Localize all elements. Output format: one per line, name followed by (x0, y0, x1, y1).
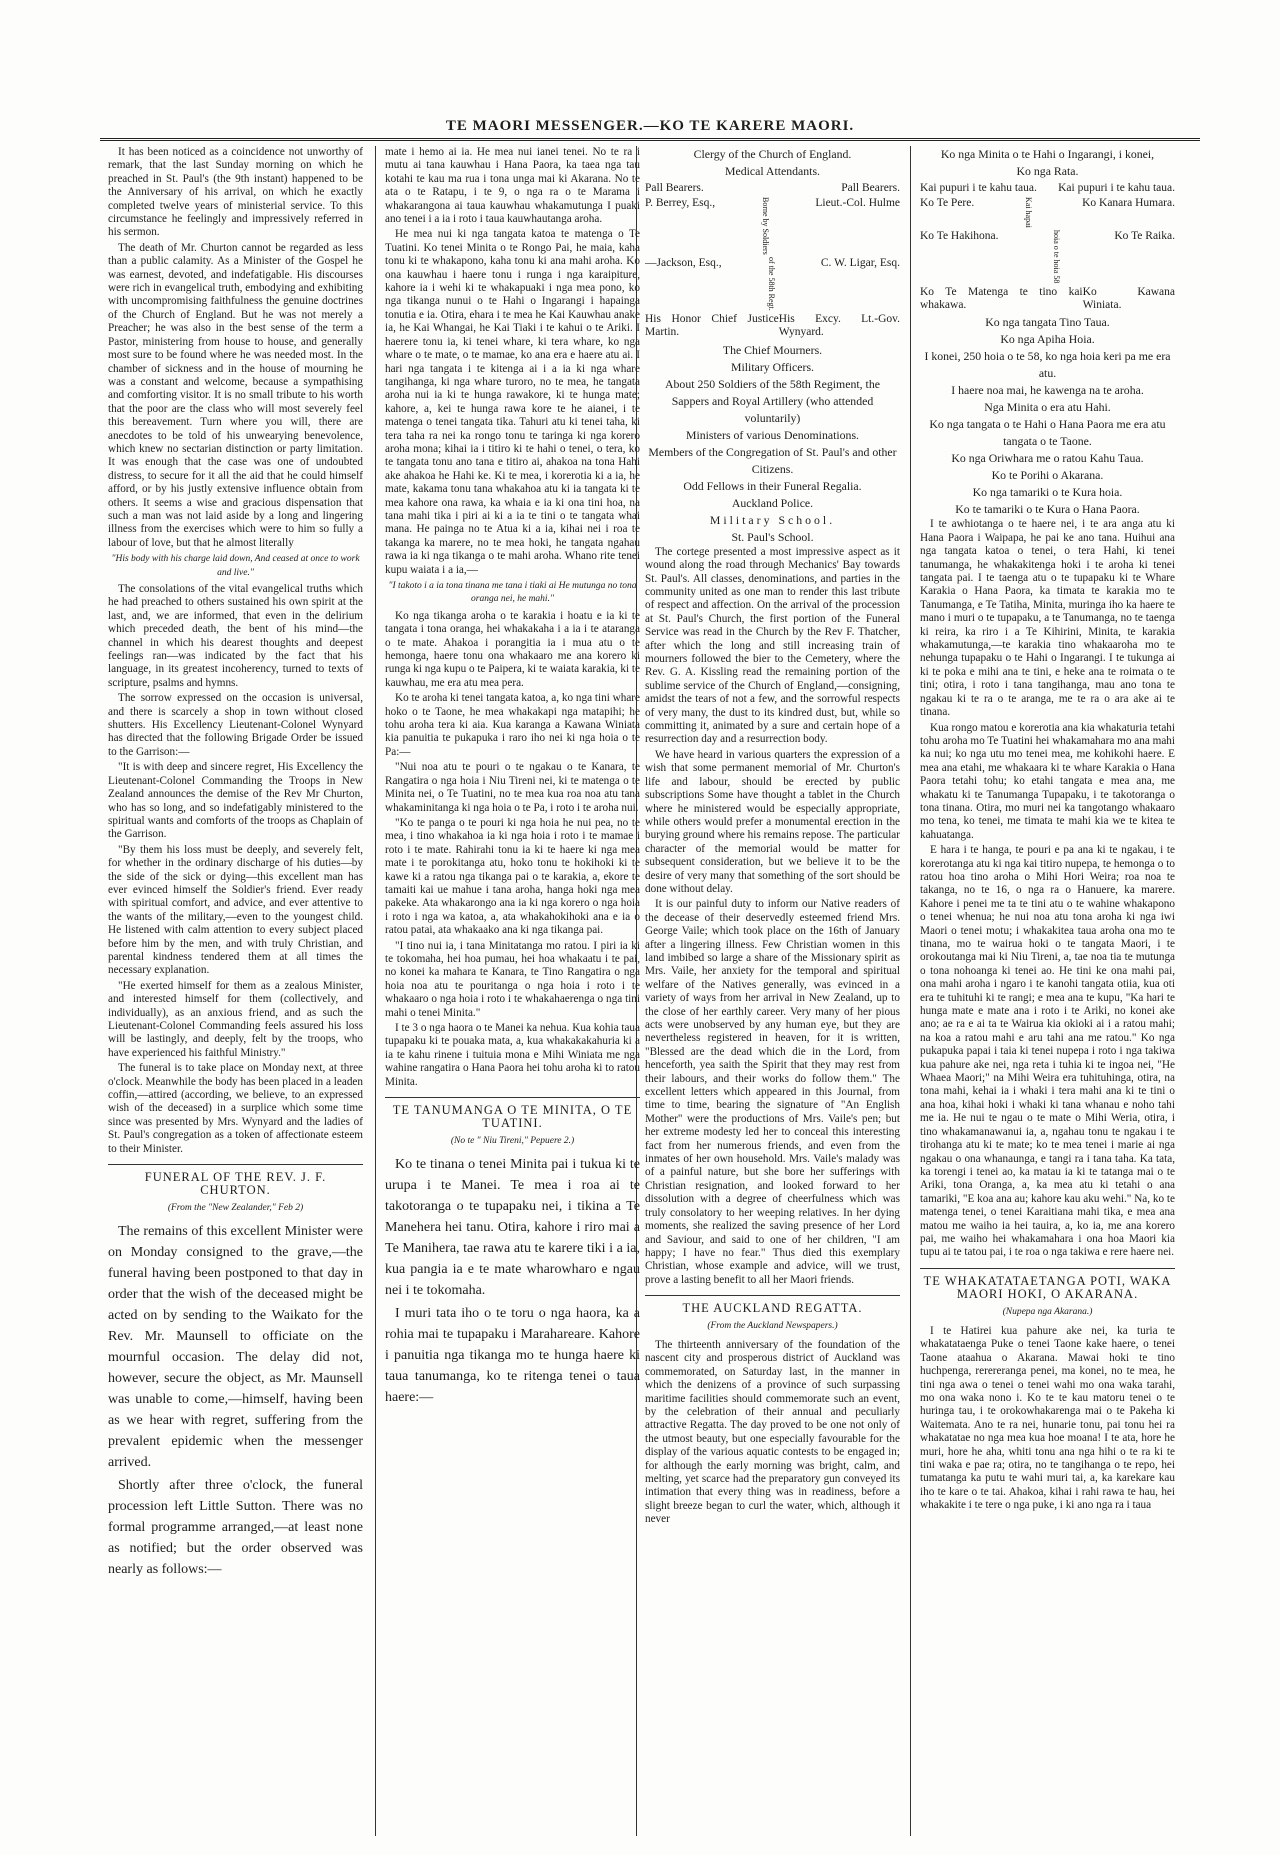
procession-line: The Chief Mourners. (722, 342, 823, 357)
procession-line: Members of the Congregation of St. Paul's and other Citizens. (648, 444, 897, 476)
pall-bearers-row (920, 230, 1175, 283)
article-heading: TE TANUMANGA O TE MINITA, O TE TUATINI. (385, 1097, 640, 1131)
paragraph: I te 3 o nga haora o te Manei ka nehua. Kua kohia taua tupapaku ki te pouaka mata, a, kua whakakakahuria ki a ia te kahu rinene i tuituia mona e Mihi Winiata me nga wahine rangatira o Hana Paora hei tohu aroha ki to ratou Minita. (385, 1022, 640, 1088)
coffin-label: Kai hapai (1023, 197, 1033, 229)
paragraph: I te awhiotanga o te haere nei, i te ara anga atu ki Hana Paora i Waipapa, he pai ke ano tana. Huihui ana nga tangata katoa o tenei, o tera Hahi, ki tenei tanumanga, he whakakitenga hoki i te aroha ki tenei tangata pai. I te taenga atu o te tupapaku ki te Whare Karakia o Hana Paora, ka timata te karakia mo te Tanumanga, e Te Tatiha, Minita, muringa iho ka haere te mano i muri o te tupapaku, a te Tanumanga, no te taenga ki reira, ka riro i a Te Kihirini, Minita, te karakia whakamutunga,—te karakia tino whakaaroha mo te nehunga tupapaku o te Hahi o Ingarangi. I te tukunga ai ki te poka e mihi ana te tini, e heke ana te roimata o te tini; otira, i roto i tana tangihanga, mau ano tona te ngakau ki te ra o te aranga, me te ra o ara ake ai te tinana. (920, 518, 1175, 719)
paragraph: Ko te tinana o tenei Minita pai i tukua ki te urupa i te Manei. Te mea i roa ai te takotoranga o te tupapaku nei, i tikina a Te Manehera hei tanu. Otira, kahore i riro mai a Te Manihera, tae rawa atu te karere tiki i a ia, kua pangia ia e te mate wharowharo e ngau nei i te tokomaha. (385, 1157, 640, 1299)
pall-bearer: Ko Te Pere. (920, 197, 975, 210)
column-divider (375, 146, 376, 1836)
procession-line: Ko nga tangata Tino Taua. (985, 315, 1110, 330)
verse-quote: "His body with his charge laid down, And ceased at once to work and live." (111, 554, 360, 578)
procession-line: I haere noa mai, he kawenga na te aroha. (951, 383, 1144, 398)
procession-line: Ko nga Apiha Hoia. (1000, 332, 1095, 347)
article-heading: TE WHAKATATAETANGA POTI, WAKA MAORI HOKI, O AKARANA. (920, 1268, 1175, 1302)
procession-line: Ko nga Oriwhara me o ratou Kahu Taua. (951, 451, 1144, 466)
pall-bearers-left: Pall Bearers. (645, 182, 704, 194)
coffin-label: of the 58th Regt. (766, 257, 776, 311)
verse-quote: "I takoto i a ia tona tinana me tana i tiaki ai He mutunga no tona oranga nei, he mahi." (388, 581, 637, 605)
pall-bearer: Ko Te Hakihona. (920, 230, 999, 243)
pall-bearers-row (920, 286, 1175, 313)
paragraph: The death of Mr. Churton cannot be regarded as less than a public calamity. As a Minister of the Gospel he was earnest, devoted, and indefatigable. His discourses were rich in evangelical truth, embodying and exhibiting with uncompromising faithfulness the genuine doctrines of the Church of England. But he was not merely a Preacher; he was also in the best sense of the term a Pastor, ministering from house to house, and generally most sure to be found where he was needed most. In the chamber of sickness and in the house of mourning he was a constant and welcome, because a sympathising and comforting visitor. It is no small tribute to his worth that the poor are the class who will most severely feel this bereavement. Turn where you will, there are anecdotes to be told of his unwearying benevolence, which knew no sectarian distinction or party limitation. It was enough that the case was one of undoubted distress, to secure for it all the aid that he could himself afford, or by his justly extensive influence obtain from others. It seems a wise and gracious dispensation that such a man was not laid aside by a long and lingering illness from the exercises which were to him so fully a labour of love, but that he almost literally (108, 241, 363, 549)
procession-line: Ko te Porihi o Akarana. (991, 468, 1104, 483)
paragraph: I te Hatirei kua pahure ake nei, ka turia te whakatataenga Puke o tenei Taone kake haere, o tenei Taone ataahua o Akarana. Mawai hoki te tino huchpenga, rerereranga penei, ma konei, no te mea, he tini nga awa o tenei o tenei wahi mo ona waka tarahi, mo ona waka nono i. Ko te te kau matoru tenei o te huringa tau, i te orokowhakarenga mai o te Pakeha ki Waitemata. Ano te ra nei, hunarie tonu, pai tonu hei ra whakatatae no nga mea kua hoe moana! I te ata, hore he muri, hore he aha, whiti tonu ana nga hihi o te ra ki te tini waka e pae ra; otira, no te tangihanga o te repo, hei tumatanga ka putu te wahi muri tai, a, ka karekare kau iho te kare o te tai. Ahakoa, kihai i rahi rawa te hau, hei whakakite i te tere o nga puke, i ki ano nga ra i taua (920, 1324, 1175, 1512)
procession-line: Clergy of the Church of England. (693, 147, 852, 161)
pall-bearer: C. W. Ligar, Esq. (820, 257, 900, 270)
masthead-rule (100, 138, 1200, 141)
masthead: TE MAORI MESSENGER.—KO TE KARERE MAORI. (445, 118, 855, 134)
procession-line: About 250 Soldiers of the 58th Regiment, the Sappers and Royal Artillery (who attended voluntarily) (665, 376, 880, 425)
pall-bearers-right: Pall Bearers. (841, 182, 900, 194)
article-heading: THE AUCKLAND REGATTA. (645, 1295, 900, 1315)
paragraph: "Ko te panga o te pouri ki nga hoia he nui pea, no te mea, i tino whakahoa ia ki nga hoia i roto i te mamae i roto i te mate. Rahirahi tonu ia ki te haere ki nga mea mate i te porokitanga atu, hoko tonu te hokihoki ki te kawe ki a ratou nga tikanga pai o te karakia, a, ekore te tamaiti kai ue mahue i tana aroha, hanga hoki nga mea pakeke. Ata whakarongo ana ia ki nga korero o nga hoia i roto i nga wa katoa, a, ata whakahokihoki ana e ia o ratou patai, ata whakaako ana ki nga tikanga pai. (385, 816, 640, 937)
procession-line: I konei, 250 hoia o te 58, ko nga hoia keri pa me era atu. (924, 349, 1171, 381)
coffin-label: hoia o te hoia 58 (1052, 230, 1062, 284)
paragraph: The cortege presented a most impressive aspect as it wound along the road through Mechanics' Bay towards St. Paul's. All classes, denominations, and parties in the community united as one man to render this last tribute of respect and affection. On the arrival of the procession at St. Paul's Church, the first portion of the Funeral Service was read in the Church by the Rev F. Thatcher, after which the long and still increasing train of mourners followed the bier to the Cemetery, where the Rev. G. A. Kissling read the remaining portion of the sublime service of the Church of England,—consigning, amidst the tears of not a few, and the sorrowful respects of very many, the dust to its kindred dust, but, while so committing it, animated by a sure and certain hope of a resurrection day and a resurrection body. (645, 545, 900, 746)
paragraph: "Nui noa atu te pouri o te ngakau o te Kanara, te Rangatira o nga hoia i Niu Tireni nei, ki te matenga o te Minita nei, o Te Tuatini, no te mea kua roa noa atu tana whakaminitanga ki nga hoia o te Pa, i roto i te aroha nui. (385, 761, 640, 814)
pall-bearer: Ko Kawana Winiata. (1082, 285, 1175, 312)
article-heading: FUNERAL OF THE REV. J. F. CHURTON. (108, 1164, 363, 1198)
procession-line: St. Paul's School. (731, 529, 814, 544)
paragraph: We have heard in various quarters the expression of a wish that some permanent memorial of Mr. Churton's life and labour, should be erected by public subscriptions Some have thought a tablet in the Church where he ministered would be especially appropriate, while others would prefer a monumental erection in the burying ground where his remains repose. The particular character of the memorial would be matter for subsequent consideration, but we believe it to be the desire of very many that something of the sort should be done without delay. (645, 748, 900, 895)
pall-bearer: Lieut.-Col. Hulme (815, 197, 900, 210)
pall-bearer: Ko Te Matenga te tino kai whakawa. (920, 285, 1083, 312)
paragraph: The sorrow expressed on the occasion is universal, and there is scarcely a shop in town without closed shutters. His Excellency Lieutenant-Colonel Wynyard has directed that the following Brigade Order be issued to the Garrison:— (108, 692, 363, 758)
procession-line: Medical Attendants. (724, 164, 820, 178)
paragraph: The funeral is to take place on Monday next, at three o'clock. Meanwhile the body has been placed in a leaden coffin,—attired (according, we believe, to an expressed wish of the deceased) in a surplice which some time since was presented by Mrs. Wynyard and the ladies of St. Paul's congregation as a token of affectionate esteem to their Minister. (108, 1062, 363, 1155)
procession-line: Nga Minita o era atu Hahi. (984, 400, 1111, 415)
paragraph: Ko nga tikanga aroha o te karakia i hoatu e ia ki te tangata i tona oranga, hei whakakaha i a ia i te ataranga o te mate. Ahakoa i porangitia ia i mua atu o te hemonga, haere tonu ona whakaaro me ana korero ki runga ki nga kupu o te Paipera, ki te waiata karakia, ki te kauwhau, me era atu mea pera. (385, 609, 640, 689)
column-3 (645, 146, 900, 1836)
procession-line: Ko te tamariki o te Kura o Hana Paora. (955, 502, 1140, 517)
pall-bearers-row (645, 197, 900, 255)
pall-bearers-right: Kai pupuri i te kahu taua. (1058, 182, 1175, 194)
paragraph: The thirteenth anniversary of the foundation of the nascent city and prosperous district of Auckland was commemorated, on Saturday last, in the manner in which the denizens of a province of such surpassing maritime facilities should commemorate such an event, by the celebration of their annual and peculiarly attractive Regatta. The day proved to be one not only of the utmost beauty, but one especially favourable for the display of the various aquatic contests to be engaged in; for although the early morning was bright, calm, and melting, yet scarce had the preparatory gun conveyed its intimation that every thing was in readiness, before a slight breeze began to curl the water, which, although it never (645, 1338, 900, 1526)
paragraph: "It is with deep and sincere regret, His Excellency the Lieutenant-Colonel Commanding the Troops in New Zealand announces the demise of the Rev Mr Churton, who has so long, and so indefatigably ministered to the spiritual wants and comforts of the troops as Chaplain of the Garrison. (108, 761, 363, 841)
pall-bearer: Ko Kanara Humara. (1082, 197, 1175, 210)
column-divider (910, 146, 911, 1836)
paragraph: It has been noticed as a coincidence not unworthy of remark, that the last Sunday morning on which he preached in St. Paul's (the 9th instant) happened to be the Anniversary of his arrival, on which he exactly completed twelve years of ministerial service. To this circumstance he feelingly and impressively referred in his sermon. (108, 146, 363, 239)
paragraph: mate i hemo ai ia. He mea nui ianei tenei. No te ra i mutu ai tana kauwhau i Hana Paora, ka taea nga tau kotahi te kau ma rua i tona unga mai ki Akarana. No te ata o te Ratapu, i te 9, o nga ra o te Marama i whakarangona ai taua kauwhau whakamutunga I puaki ano tenei i a ia i roto i taua kauwhautanga aroha. (385, 146, 640, 226)
column-4 (920, 146, 1175, 1836)
paragraph: Shortly after three o'clock, the funeral procession left Little Sutton. There was no formal programme arranged,—at least none as notified; but the order observed was nearly as follows:— (108, 1478, 363, 1578)
procession-line: Military Officers. (731, 359, 814, 374)
article-source: (Nupepa nga Akarana.) (1002, 1306, 1093, 1317)
paragraph: He mea nui ki nga tangata katoa te matenga o Te Tuatini. Ko tenei Minita o te Rongo Pai, he maia, kaha tonu ki te whakapono, kaha tonu ki ana mahi aroha. Ko ona kauwhau i haere tonu i runga i nga karaipiture, kahore ia i wehi ki te whakapuaki i nga mea pono, ko nga tikanga nunui o te Hahi o Ingarangi i hapainga tonutia e ia. Otira, ehara i te mea he Kai Kauwhau anake ia, he Kai Whangai, he Kai Tiaki i te kahui o te Ariki. I haerere tonu ia, ki tenei whare, ki tera whare, ko nga whare o te mate, o te mamae, ko ana era e haere atu ai. I hari nga tangata i te kitenga ai i a ia ki nga whare tangihanga, ki nga whare turoro, no te mea, he tangata aroha nui ia ki te hunga rawakore, ki te hunga mate; kahore, a, kei te hunga rawa kore te he aianei, i te matenga o tenei tangata tika. Tahuri atu ki tenei taha, ki tera taha ra nei ka rongo tonu te taringa ki nga korero aroha mona; kihai ia i titiro ki te hahi o tenei, o tera, ko te tangata tonu ano tana e titiro ai, ahakoa na tona Hahi ake ahakoa he Hahi ke. Ki te mea, i korerotia ki a ia, he mate, kakama tonu tana whakahoa atu ki ia tangata ki te mea kahore ona rawa, ka whaia e ia ki ona tini hoa, na tana mahi tika i piri ai ki a ia te tini o te tangata whai mana. He painga no te Atua ki a ia, kihai nei i roa te takanga ka marere, no te mea hoki, he tangata ngahau rawa ia ki nga tikanga o te mahi aroha. Whano rite tenei kupu waiata i a ia,— (385, 228, 640, 576)
pall-bearer: P. Berrey, Esq., (645, 197, 716, 210)
paragraph: The remains of this excellent Minister were on Monday consigned to the grave,—the funeral having been postponed to that day in order that the wish of the deceased might be acted on by sending to the Waikato for the Rev. Mr. Maunsell to officiate on the mournful occasion. The delay did not, however, secure the object, as Mr. Maunsell was unable to come,—himself, having been as we hear with regret, suffering from the prevalent epidemic when the messenger arrived. (108, 1224, 363, 1471)
procession-line: Ko nga tangata o te Hahi o Hana Paora me era atu tangata o te Taone. (929, 417, 1166, 449)
procession-line: Ko nga tamariki o te Kura hoia. (972, 485, 1123, 500)
article-source: (No te " Niu Tireni," Pepuere 2.) (450, 1135, 575, 1146)
procession-line: Military School. (709, 512, 836, 527)
paragraph: "I tino nui ia, i tana Minitatanga mo ratou. I piri ia ki te tokomaha, hei hoa pumau, hei hoa whakaatu i te pai, no konei ka mahara te Kanara, te Tino Rangatira o nga hoia noa atu te pouritanga o nga hoia i roto i te whakaaro o nga hoia i roto i te whakahaerenga o nga tini mahi o tenei Minita." (385, 939, 640, 1019)
paragraph: "By them his loss must be deeply, and severely felt, for whether in the ordinary discharge of his duties—by the side of the sick or dying—this excellent man has ever evinced himself the Soldier's friend. Ever ready with spiritual comfort, and advice, and ever attentive to the wants of the military,—even to the youngest child. He listened with calm attention to every subject placed before him by the men, and with truly Christian, and parental kindness tendered them at all times the necessary explanation. (108, 843, 363, 977)
pall-bearer: His Excy. Lt.-Gov. Wynyard. (778, 312, 900, 339)
paragraph: Kua rongo matou e korerotia ana kia whakaturia tetahi tohu aroha mo Te Tuatini hei whakamahara mo ana mahi ka nui; ko nga utu mo tenei mea, me kohikohi haere. E mea ana etahi, me whakaara ki te whare Karakia o Hana Paora tetahi tohu; ko etahi tangata e mea ana, me whakatu ki te Tanumanga Tupapaku, i te takotoranga o tona tinana. Otira, mo muri nei ka tangotango whakaaro mo tena, ko tenei, me timata te mahi kia we te kitea te kahuatanga. (920, 721, 1175, 841)
paragraph: The consolations of the vital evangelical truths which he had preached to others sustained his own spirit at the last, and, we are informed, that even in the delirium which preceded death, the bent of his mind—the channel in which his dearest thoughts and deepest feelings ran—was indicated by the fact that his language, in its greatest incoherency, turned to texts of scripture, psalms and hymns. (108, 583, 363, 689)
pall-bearers-header (920, 182, 1175, 195)
procession-line: Auckland Police. (731, 495, 814, 510)
pall-bearers-left: Kai pupuri i te kahu taua. (920, 182, 1037, 194)
paragraph: E hara i te hanga, te pouri e pa ana ki te ngakau, i te korerotanga atu ki nga kai titiro nupepa, te hemonga o to ratou hoa tino aroha o Mihi Hori Weira; roa noa te takanga, no te 16, o nga ra o Hanuere, ka marere. Kahore i penei me ta te tini atu o te wahine whakapono o tenei whenua; he nui noa atu tona aroha ki nga iwi Maori o tenei motu; i whakakitea taua aroha ona mo te tinana, mo te wairua hoki o te tangata Maori, i te orokoutanga mai ki Niu Tireni, a, tae noa tia te mutunga o tona nohoanga ki tenei ao. He tini ke ona mahi pai, ona mahi aroha i ngaro i te kanohi tangata otiia, kua oti era te tuhituhi ki te rangi; e mea ana te kupu, "Ka hari te hunga mate e mate ana i roto i te Ariki, no konei ake ano; ae ra e ai ta te Wairua kia okioki ai i a ratou mahi; na koa a ratou mahi e aru tahi ana me ratou." Ko nga pukapuka papai i taia ki tenei nupepa i roto i nga takiwa kua pahure ake nei, nga reta i tuhia ki te ingoa nei, "He Whaea Maori;" na Mihi Weira era tuhituhinga, otira, na tona mahi, kehai ia i whaki i tera mahi ana ki te tini o ana hoa, kihai hoki i whaki ki tana whanau e noho tahi me ia. He nui te ngau o te mate o Mihi Weria, otira, i tino whakamanawanui ia, a, ngahau tonu te ngakau i te tirohanga atu ki te mate; ko te mea tenei i marie ai nga ngakau o ona whanaunga, e tangi ra i tana taha. Ka tata, ka torengi i tenei ao, ka matau ia ki te tatanga mai o te Ariki, tona Oranga, a, ka mea atu ki tetahi o ana tamariki, "E koa ana au; kahore kau aku wehi." Na, ko te matenga tenei, o tenei Karaitiana mahi tika, e mea ana matou me waiho ia hei tauira, a, ko ia, me ana korero pai, me waiho hei whakamahara i ona hoa Maori kia tupu ai te tatou pai, i te roa o nga takiwa e rere haere nei. (920, 844, 1175, 1259)
column-2 (385, 146, 640, 1836)
pall-bearers-row (645, 257, 900, 311)
procession-line: Ko nga Minita o te Hahi o Ingarangi, i konei, (940, 147, 1155, 161)
paragraph: It is our painful duty to inform our Native readers of the decease of their deservedly esteemed friend Mrs. George Vaile; which took place on the 16th of January after a lingering illness. Few Christian women in this land imbibed so large a share of the Missionary spirit as Mrs. Vaile, her anxiety for the temporal and spiritual welfare of the Natives generally, was evinced in a variety of ways from her arrival in New Zealand, up to the close of her earthly career. Very many of her pious acts were unobserved by any human eye, but they are nevertheless registered in heaven, for it is written, "Blessed are the dead which die in the Lord, from henceforth, yea saith the Spirit that they may rest from their labours, and their works do follow them." The excellent letters which appeared in this Journal, from time to time, bearing the signature of "An English Mother" were the productions of Mrs. Vaile's pen; but her extreme modesty led her to conceal this interesting fact from her numerous friends, and even from the inmates of her own household. Mrs. Vaile's malady was of a painful nature, but she bore her sufferings with Christian resignation, and looked forward to her dissolution with a degree of cheerfulness which was truly consolatory to her weeping relatives. In her dying moments, she realized the saving presence of her Lord and Saviour, and said to one of her children, "I am happy; I have no fear." Thus died this exemplary Christian, whose example and advice, will we trust, prove a lasting benefit to all her Maori friends. (645, 898, 900, 1286)
column-1 (108, 146, 363, 1836)
pall-bearer: —Jackson, Esq., (645, 257, 722, 270)
coffin-label: Borne by Soldiers (760, 197, 770, 256)
pall-bearers-header (645, 182, 900, 195)
paragraph: I muri tata iho o te toru o nga haora, ka a rohia mai te tupapaku i Marahareare. Kahore i panuitia nga tikanga mo te hunga haere ki taua tanumanga, ko te ritenga tenei o taua haere:— (385, 1306, 640, 1406)
article-source: (From the Auckland Newspapers.) (707, 1320, 838, 1331)
pall-bearer: Ko Te Raika. (1114, 230, 1175, 243)
procession-line: Odd Fellows in their Funeral Regalia. (683, 478, 862, 493)
pall-bearer: His Honor Chief Justice Martin. (645, 312, 779, 339)
article-source: (From the "New Zealander," Feb 2) (167, 1202, 304, 1213)
procession-line: Ministers of various Denominations. (685, 427, 859, 442)
pall-bearers-row (920, 197, 1175, 228)
paragraph: Ko te aroha ki tenei tangata katoa, a, ko nga tini whare hoko o te Taone, he mea whakakapi nga matapihi; he tohu aroha tera ki aia. Kua karanga a Kawana Winiata kia panuitia te pukapuka i raro iho nei ki nga hoia o te Pa:— (385, 692, 640, 758)
pall-bearers-row (645, 313, 900, 340)
paragraph: "He exerted himself for them as a zealous Minister, and interested himself for them (collectively, and individually), as an anxious friend, and as such the Lieutenant-Colonel Commanding feels assured his loss will be lastingly, and deeply, felt by the troops, who have experienced his faithful Ministry." (108, 979, 363, 1059)
procession-line: Ko nga Rata. (1016, 164, 1079, 178)
